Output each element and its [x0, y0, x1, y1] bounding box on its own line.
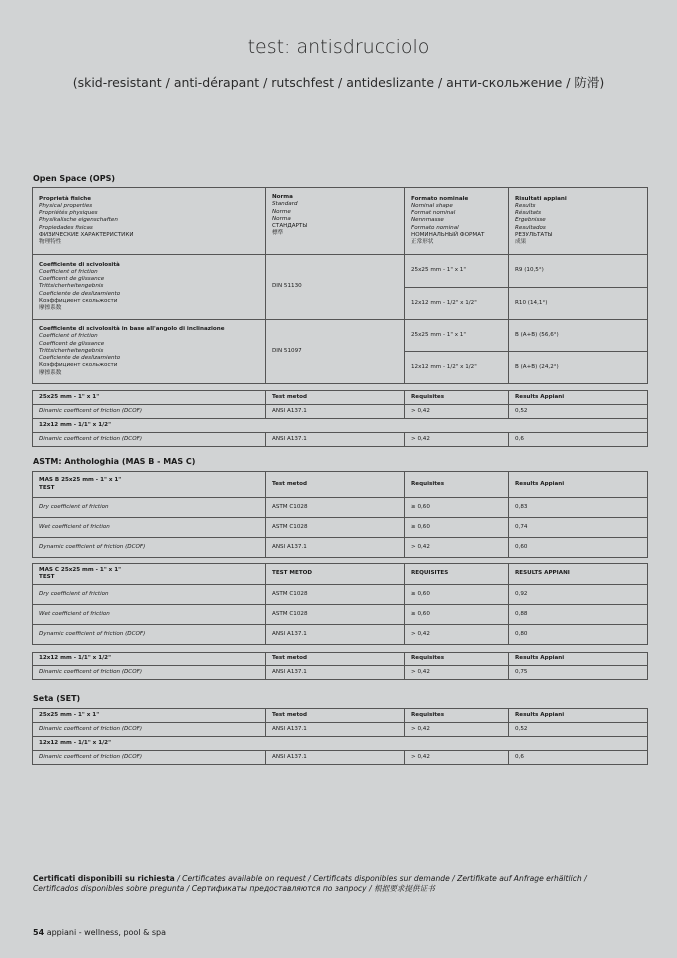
din51130-label: Coefficiente di scivolosità Coefficient of friction Coefficent de glissance Trittsicherheitengebnis Coeficiente de deslizamiento Коэффициент скольжости 摩擦系数 [33, 255, 266, 320]
table-header-row [33, 188, 648, 255]
section-heading-astm: ASTM: Anthologhia (MAS B - MAS C) [33, 457, 196, 466]
header-standard: Norma Standard Norme Norma СТАНДАРТЫ 標準 [266, 188, 405, 255]
ops-dcof-table [32, 390, 648, 447]
page-subtitle: (skid-resistant / anti-dérapant / rutschfest / antideslizante / анти-скольжение / 防滑) [72, 75, 605, 90]
result-cell: R10 (14,1°) [509, 288, 648, 320]
table-row: 12x12 mm - 1/1" x 1/2" [33, 419, 648, 433]
table-row: Dinamic coefficent of friction (DCOF) ANSI A137.1 > 0,42 0,75 [33, 666, 648, 680]
table-row: 25x25 mm - 1" x 1" Test metod Requisites Results Appiani [33, 709, 648, 723]
astm-mas-b-table [32, 471, 648, 558]
table-row: 12x12 mm - 1/1" x 1/2" [33, 737, 648, 751]
format-cell: 12x12 mm - 1/2" x 1/2" [405, 352, 509, 384]
table-row: Dinamic coefficent of friction (DCOF) ANSI A137.1 > 0,42 0,52 [33, 405, 648, 419]
page-footer [33, 928, 166, 937]
header-physical-properties: Proprietà fisiche Physical properties Propriétés physiques Physikalische eigenschaften Propiedades fisicas ФИЗИЧЕСКИЕ ХАРАКТЕРИСТИКИ 物理特性 [33, 188, 266, 255]
section-heading-ops: Open Space (OPS) [33, 174, 116, 183]
table-header-row: MAS B 25x25 mm - 1" x 1" TEST Test metod Requisites Results Appiani [33, 472, 648, 498]
table-row: Wet coefficient of friction ASTM C1028 ≥ 0,60 0,88 [33, 605, 648, 625]
astm-small-table [32, 652, 648, 680]
norm-cell: DIN 51130 [266, 255, 405, 320]
page-footer-text: appiani - wellness, pool & spa [46, 928, 167, 937]
format-cell: 25x25 mm - 1" x 1" [405, 320, 509, 352]
page-number: 54 [33, 928, 45, 937]
table-row [33, 255, 648, 288]
table-row: Wet coefficient of friction ASTM C1028 ≥ 0,60 0,74 [33, 518, 648, 538]
table-row [33, 320, 648, 352]
seta-dcof-table [32, 708, 648, 765]
format-cell: 25x25 mm - 1" x 1" [405, 255, 509, 288]
norm-cell: DIN 51097 [266, 320, 405, 384]
result-cell: B (A+B) (24,2°) [509, 352, 648, 384]
table-row: Dry coefficient of friction ASTM C1028 ≥ 0,60 0,92 [33, 585, 648, 605]
table-row: Dynamic coefficient of friction (DCOF) ANSI A137.1 > 0,42 0,80 [33, 625, 648, 645]
ops-properties-table [32, 187, 648, 384]
format-cell: 12x12 mm - 1/2" x 1/2" [405, 288, 509, 320]
astm-mas-c-table [32, 563, 648, 645]
result-cell: B (A+B) (56,6°) [509, 320, 648, 352]
table-row: Dry coefficient of friction ASTM C1028 ≥ 0,60 0,83 [33, 498, 648, 518]
table-row: 25x25 mm - 1" x 1" Test metod Requisites Results Appiani [33, 391, 648, 405]
table-row: Dinamic coefficent of friction (DCOF) ANSI A137.1 > 0,42 0,52 [33, 723, 648, 737]
table-row: Dynamic coefficient of friction (DCOF) ANSI A137.1 > 0,42 0,60 [33, 538, 648, 558]
header-results: Risultati appiani Results Résultats Ergebnisse Resultados РЕЗУЛЬТАТЫ 成果 [509, 188, 648, 255]
table-row: Dinamic coefficent of friction (DCOF) ANSI A137.1 > 0,42 0,6 [33, 433, 648, 447]
din51097-label: Coefficiente di scivolosità in base all'angolo di inclinazione Coefficient of friction Coefficent de glissance Trittsicherheitengebnis Coeficiente de deslizamiento Коэффициент скольжости 摩擦系数 [33, 320, 266, 384]
section-heading-seta: Seta (SET) [33, 694, 81, 703]
page-title: test: antisdrucciolo [247, 36, 430, 58]
table-header-row: MAS C 25x25 mm - 1" x 1" TEST TEST METOD REQUISITES RESULTS APPIANI [33, 564, 648, 585]
table-row: Dinamic coefficent of friction (DCOF) ANSI A137.1 > 0,42 0,6 [33, 751, 648, 765]
header-nominal-format: Formato nominale Nominal shape Format nominal Nennmasse Formato nominal НОМИНАЛЬНЫЙ ФОРМАТ 正常形状 [405, 188, 509, 255]
result-cell: R9 (10,5°) [509, 255, 648, 288]
certificates-note: Certificati disponibili su richiesta / Certificates available on request / Certificats disponibles sur demande / Zertifikate auf Anfrage erhältlich / Certificados disponibles sobre pregunta / Сертификаты предоставляются по запросу / 根据要求提供证书 [33, 874, 587, 894]
table-header-row: 12x12 mm - 1/1" x 1/2" Test metod Requisites Results Appiani [33, 653, 648, 666]
